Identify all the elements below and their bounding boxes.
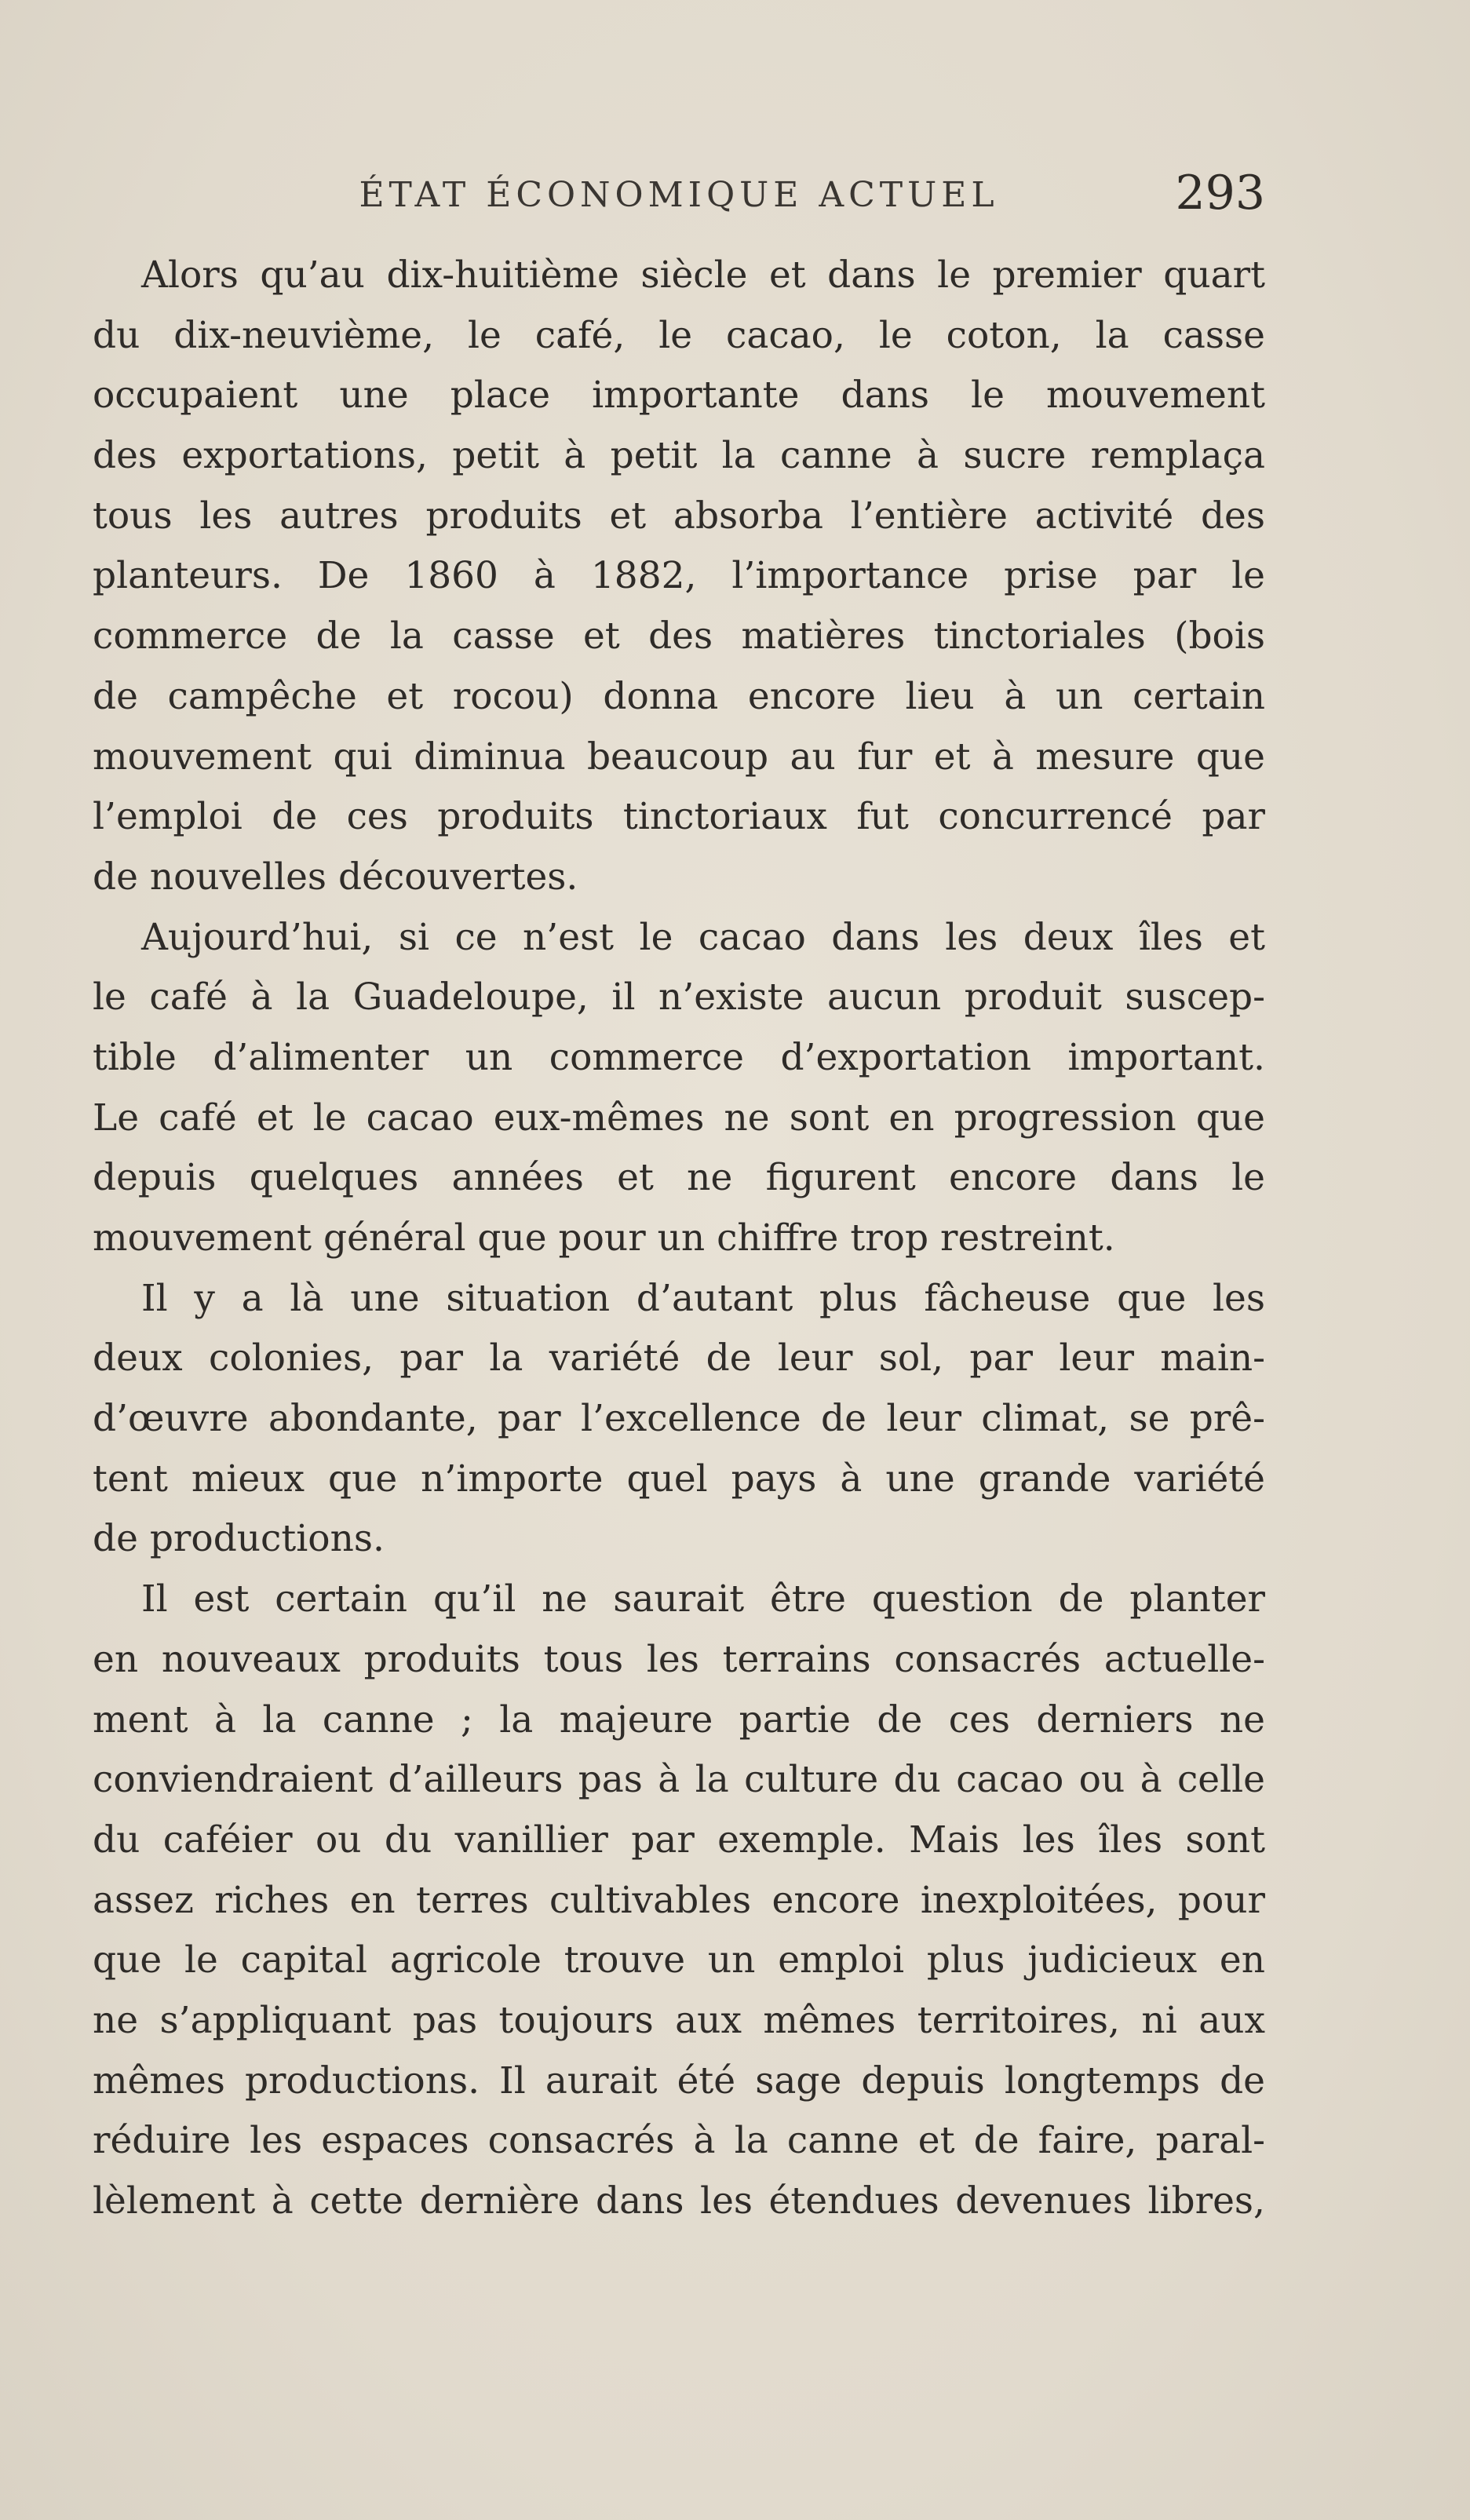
text-line: ne s’appliquant pas toujours aux mêmes territoires, ni aux <box>93 1998 1265 2042</box>
text-line: des exportations, petit à petit la canne à sucre remplaça <box>93 434 1265 478</box>
text-line: réduire les espaces consacrés à la canne et de faire, paral- <box>93 2119 1265 2163</box>
text-line: mouvement qui diminua beaucoup au fur et à mesure que <box>93 735 1265 779</box>
text-line: de campêche et rocou) donna encore lieu à un certain <box>93 674 1265 718</box>
text-line: planteurs. De 1860 à 1882, l’importance prise par le <box>93 554 1265 598</box>
text-line: conviendraient d’ailleurs pas à la culture du cacao ou à celle <box>93 1758 1265 1802</box>
text-line: que le capital agricole trouve un emploi plus judicieux en <box>93 1938 1265 1982</box>
text-line: de productions. <box>93 1517 385 1561</box>
paragraph <box>93 1570 1265 2232</box>
text-line: du dix-neuvième, le café, le cacao, le coton, la casse <box>93 313 1265 357</box>
text-line: commerce de la casse et des matières tinctoriales (bois <box>93 615 1265 658</box>
text-line: ment à la canne ; la majeure partie de ces derniers ne <box>93 1698 1265 1741</box>
page-header <box>93 161 1265 224</box>
paragraph <box>93 246 1265 908</box>
text-line: l’emploi de ces produits tinctoriaux fut concurrencé par <box>93 795 1265 839</box>
text-line: de nouvelles découvertes. <box>93 855 578 899</box>
text-line: tous les autres produits et absorba l’entière activité des <box>93 494 1265 538</box>
text-line: Le café et le cacao eux-mêmes ne sont en progression que <box>93 1096 1265 1140</box>
running-title: ÉTAT ÉCONOMIQUE ACTUEL <box>359 175 999 215</box>
paragraph <box>93 1269 1265 1570</box>
text-line: deux colonies, par la variété de leur sol, par leur main- <box>93 1337 1265 1380</box>
text-line: mouvement général que pour un chiffre trop restreint. <box>93 1216 1115 1260</box>
text-line: lèlement à cette dernière dans les étendues devenues libres, <box>93 2179 1265 2223</box>
text-line: mêmes productions. Il aurait été sage depuis longtemps de <box>93 2059 1265 2102</box>
text-line: depuis quelques années et ne figurent encore dans le <box>93 1156 1265 1200</box>
text-line: Alors qu’au dix-huitième siècle et dans le premier quart <box>141 253 1265 297</box>
paragraph <box>93 908 1265 1269</box>
text-line: Il est certain qu’il ne saurait être question de planter <box>141 1577 1265 1621</box>
text-line: Il y a là une situation d’autant plus fâcheuse que les <box>141 1276 1265 1320</box>
text-line: assez riches en terres cultivables encore inexploitées, pour <box>93 1878 1265 1922</box>
text-line: tible d’alimenter un commerce d’exportation important. <box>93 1035 1265 1079</box>
body-text <box>93 246 1265 2232</box>
text-line: tent mieux que n’importe quel pays à une grande variété <box>93 1457 1265 1501</box>
text-line: occupaient une place importante dans le mouvement <box>93 374 1265 418</box>
text-line: en nouveaux produits tous les terrains consacrés actuelle- <box>93 1637 1265 1681</box>
text-line: du caféier ou du vanillier par exemple. Mais les îles sont <box>93 1818 1265 1862</box>
text-line: Aujourd’hui, si ce n’est le cacao dans les deux îles et <box>141 915 1265 959</box>
text-line: le café à la Guadeloupe, il n’existe aucun produit suscep- <box>93 976 1265 1019</box>
text-line: d’œuvre abondante, par l’excellence de leur climat, se prê- <box>93 1397 1265 1441</box>
page-number: 293 <box>1175 166 1265 221</box>
